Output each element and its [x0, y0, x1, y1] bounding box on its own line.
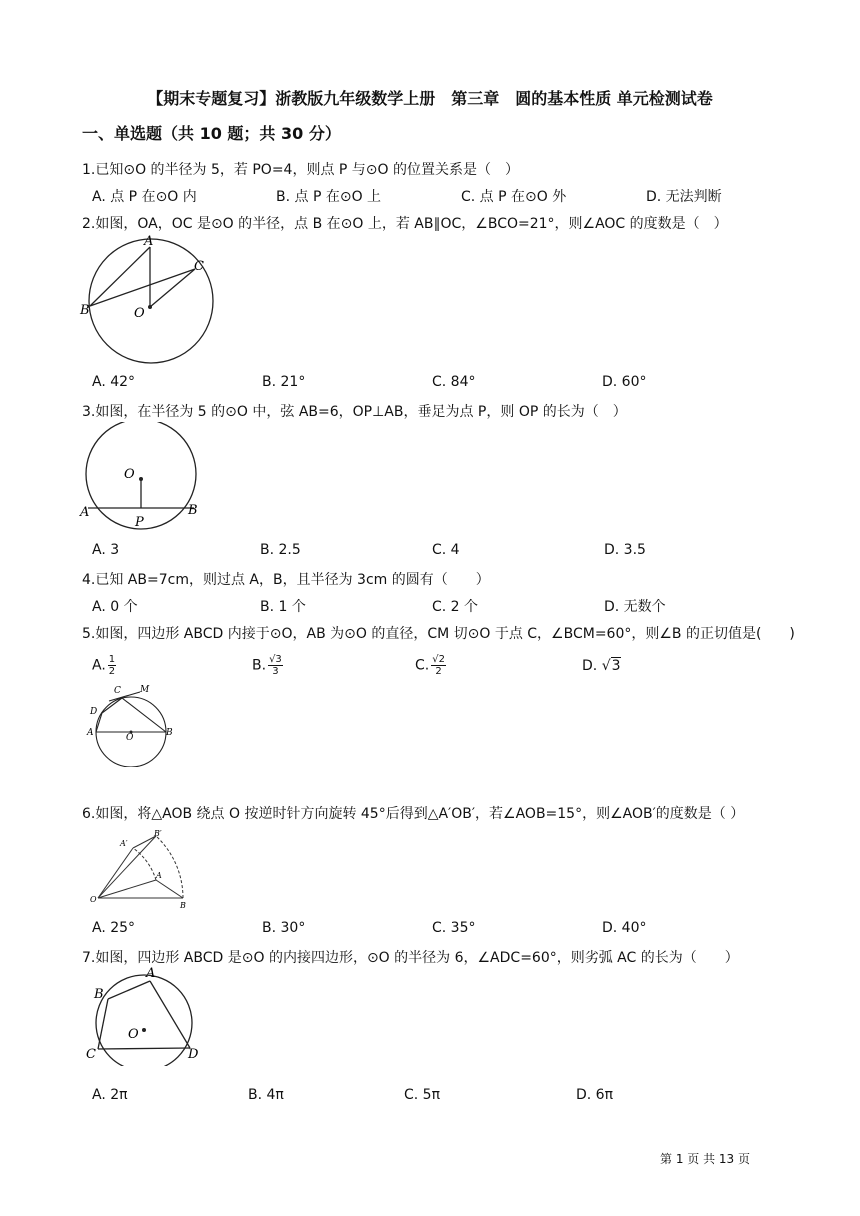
q5-option-d[interactable] — [582, 658, 621, 674]
q5-option-d-radicand: 3 — [611, 658, 621, 674]
q5-label-m: M — [140, 685, 150, 695]
q2-label-b: B — [80, 303, 90, 318]
q1-option-b[interactable]: B. 点 P 在⊙O 上 — [276, 189, 382, 205]
q5-option-a-prefix: A. — [92, 657, 106, 674]
q3-label-b: B — [188, 503, 198, 518]
q2-label-c: C — [194, 259, 204, 274]
q7-option-a[interactable]: A. 2π — [92, 1087, 128, 1103]
q5-option-d-radical-sign: √ — [601, 658, 611, 674]
q5-option-c-prefix: C. — [415, 657, 430, 674]
q6-label-a-prime: A′ — [120, 839, 128, 848]
q1-option-c[interactable]: C. 点 P 在⊙O 外 — [461, 189, 567, 205]
q4-option-a[interactable]: A. 0 个 — [92, 599, 138, 615]
q4-option-b[interactable]: B. 1 个 — [260, 599, 306, 615]
question-6-figure — [88, 826, 198, 916]
q3-option-d[interactable]: D. 3.5 — [604, 542, 646, 558]
q2-label-o: O — [134, 306, 145, 321]
q2-option-c[interactable]: C. 84° — [432, 374, 476, 390]
q6-option-a[interactable]: A. 25° — [92, 920, 136, 936]
q1-option-a[interactable]: A. 点 P 在⊙O 内 — [92, 189, 197, 205]
q5-option-b[interactable] — [252, 654, 283, 677]
question-7-figure — [82, 966, 207, 1066]
q3-option-c[interactable]: C. 4 — [432, 542, 460, 558]
q6-label-b: B — [180, 901, 186, 910]
q6-option-b[interactable]: B. 30° — [262, 920, 306, 936]
question-5-figure — [84, 682, 184, 767]
question-5-stem: 5.如图，四边形 ABCD 内接于⊙O，AB 为⊙O 的直径，CM 切⊙O 于点 C，∠BCM=60°，则∠B 的正切值是( ) — [82, 626, 795, 642]
q5-option-d-prefix: D. — [582, 658, 598, 674]
q2-option-d[interactable]: D. 60° — [602, 374, 647, 390]
q2-label-a: A — [144, 234, 154, 249]
question-6-stem: 6.如图，将△AOB 绕点 O 按逆时针方向旋转 45°后得到△A′OB′，若∠AOB=15°，则∠AOB′的度数是（ ） — [82, 806, 745, 822]
question-3-figure — [78, 422, 208, 532]
q3-label-o: O — [124, 467, 135, 482]
q6-label-b-prime: B′ — [154, 829, 162, 838]
q6-label-a: A — [156, 871, 162, 880]
section-heading: 一、单选题（共 10 题；共 30 分） — [82, 124, 341, 143]
question-2-stem: 2.如图，OA，OC 是⊙O 的半径，点 B 在⊙O 上，若 AB∥OC，∠BCO=21°，则∠AOC 的度数是（ ） — [82, 216, 728, 232]
q7-label-o: O — [128, 1027, 139, 1042]
q5-label-c: C — [114, 686, 121, 696]
q6-option-d[interactable]: D. 40° — [602, 920, 647, 936]
question-3-stem: 3.如图，在半径为 5 的⊙O 中，弦 AB=6，OP⊥AB，垂足为点 P，则 OP 的长为（ ） — [82, 404, 627, 420]
question-1-stem: 1.已知⊙O 的半径为 5，若 PO=4，则点 P 与⊙O 的位置关系是（ ） — [82, 162, 520, 178]
q5-label-d: D — [90, 707, 98, 717]
q7-option-d[interactable]: D. 6π — [576, 1087, 614, 1103]
q4-option-c[interactable]: C. 2 个 — [432, 599, 479, 615]
question-7-stem: 7.如图，四边形 ABCD 是⊙O 的内接四边形，⊙O 的半径为 6，∠ADC=60°，则劣弧 AC 的长为（ ） — [82, 950, 739, 966]
q5-option-b-prefix: B. — [252, 657, 267, 674]
q5-option-b-fraction: $\frac{√3}{3}$ — [269, 654, 282, 677]
q3-option-b[interactable]: B. 2.5 — [260, 542, 301, 558]
q5-option-c-fraction: $\frac{√2}{2}$ — [432, 654, 445, 677]
q6-label-o: O — [90, 895, 97, 904]
q5-option-a-fraction: $\frac{1}{2}$ — [108, 654, 116, 677]
q3-label-p: P — [135, 515, 144, 530]
q3-label-a: A — [80, 505, 90, 520]
page-title: 【期末专题复习】浙教版九年级数学上册 第三章 圆的基本性质 单元检测试卷 — [147, 89, 713, 108]
q5-option-a[interactable] — [92, 654, 116, 677]
q7-label-d: D — [188, 1047, 199, 1062]
q5-label-o: O — [126, 733, 134, 743]
question-2-figure — [78, 234, 218, 369]
q7-label-b: B — [94, 987, 104, 1002]
q7-option-b[interactable]: B. 4π — [248, 1087, 284, 1103]
q3-option-a[interactable]: A. 3 — [92, 542, 120, 558]
q4-option-d[interactable]: D. 无数个 — [604, 599, 666, 615]
q5-option-c[interactable] — [415, 654, 446, 677]
q5-label-b: B — [166, 728, 173, 738]
q7-label-c: C — [86, 1047, 96, 1062]
q2-option-a[interactable]: A. 42° — [92, 374, 136, 390]
page-footer: 第 1 页 共 13 页 — [660, 1152, 750, 1166]
q2-option-b[interactable]: B. 21° — [262, 374, 306, 390]
q5-label-a: A — [87, 728, 94, 738]
q7-label-a: A — [146, 966, 156, 981]
q6-option-c[interactable]: C. 35° — [432, 920, 476, 936]
q1-option-d[interactable]: D. 无法判断 — [646, 189, 722, 205]
question-4-stem: 4.已知 AB=7cm，则过点 A，B，且半径为 3cm 的圆有（ ） — [82, 572, 490, 588]
q7-option-c[interactable]: C. 5π — [404, 1087, 441, 1103]
